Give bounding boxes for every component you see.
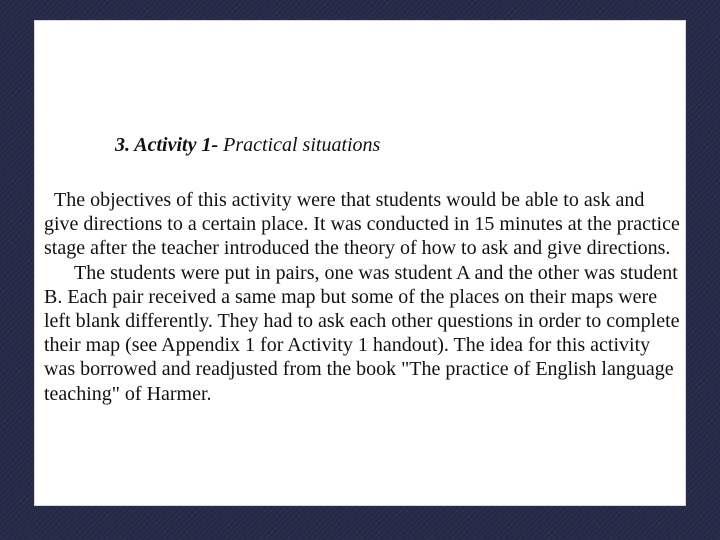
body-text (44, 188, 680, 406)
section-heading (115, 132, 380, 158)
section-heading-number: 3. Activity 1- (115, 134, 219, 156)
paragraph-objectives: The objectives of this activity were that students would be able to ask and give directions to a certain place. It was conducted in 15 minutes at the practice stage after the teacher introduced the theory of how to ask and give directions. (44, 189, 680, 260)
paragraph-procedure: The students were put in pairs, one was student A and the other was student B. Each pair received a same map but some of the places on their maps were left blank differently. They had to ask each other questions in order to complete their map (see Appendix 1 for Activity 1 handout). The idea for this activity was borrowed and readjusted from the book "The practice of English language teaching" of Harmer. (44, 261, 680, 405)
slide-content-panel (34, 20, 686, 506)
section-heading-title: Practical situations (218, 134, 381, 156)
